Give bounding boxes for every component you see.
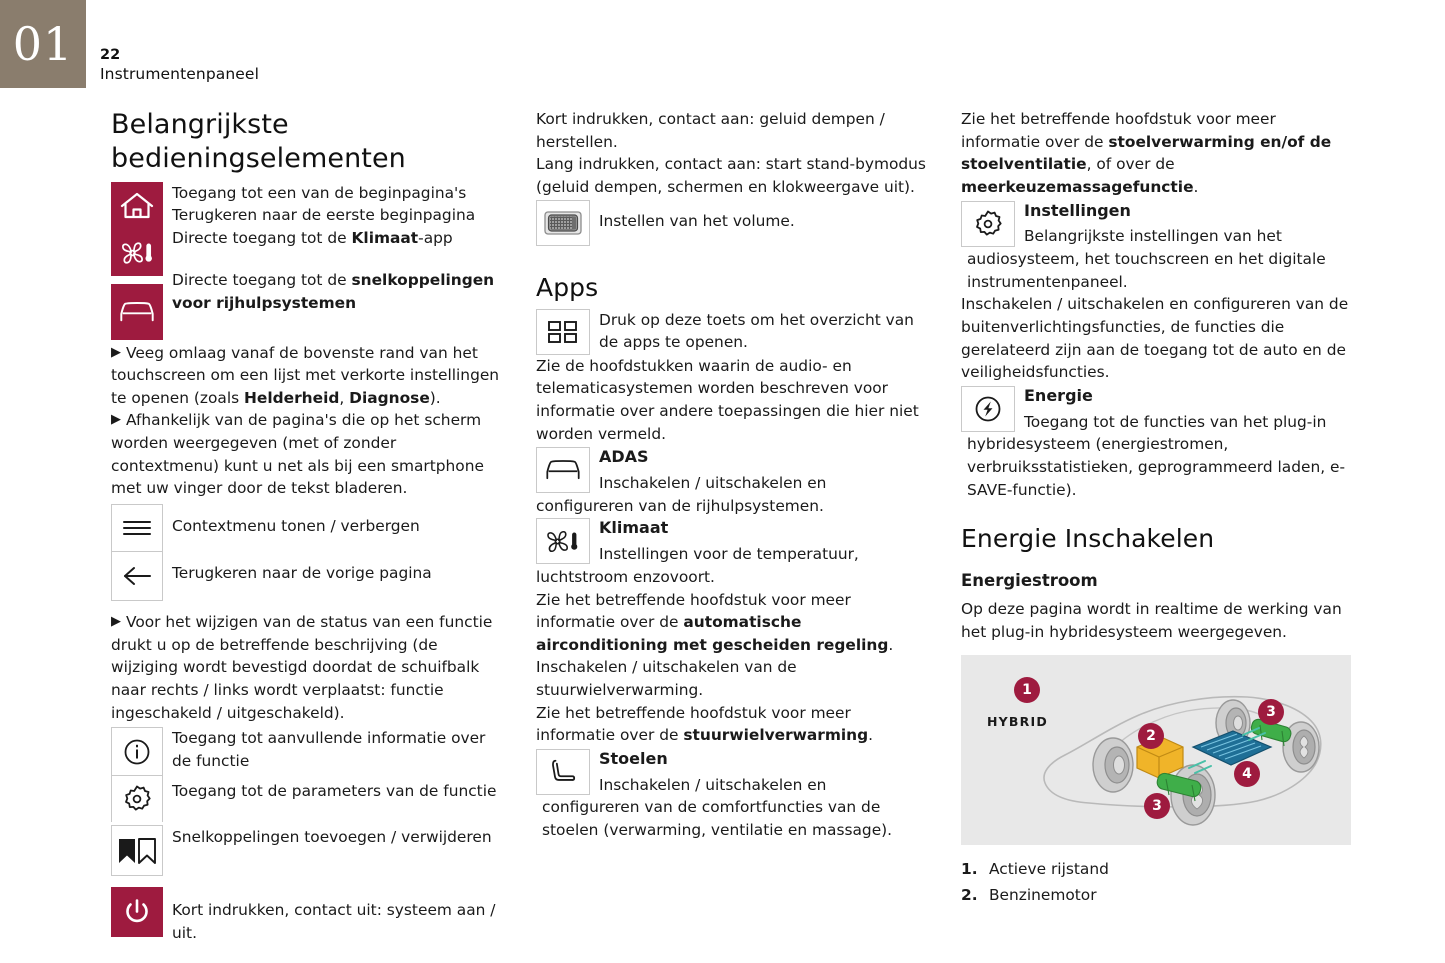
klimaat-icon-cell[interactable] [111, 230, 163, 276]
legend-item [961, 858, 1351, 881]
wheel-rear-left [1093, 738, 1133, 792]
stuurwiel-text: Inschakelen / uitschakelen van de stuurwielverwarming. [536, 658, 797, 700]
bullet-arrow-icon: ▶ [111, 613, 121, 629]
seat-icon [548, 758, 578, 786]
legend-number: 2. [961, 885, 978, 904]
energy-bolt-icon [973, 394, 1003, 424]
apps-label: Druk op deze toets om het overzicht van de apps te openen. [599, 310, 914, 352]
callout-3-front: 3 [1144, 793, 1170, 819]
bullet-arrow-icon: ▶ [111, 412, 121, 428]
stoelen-icon-cell[interactable] [536, 749, 590, 795]
home-label-1: Toegang tot een van de beginpagina's [172, 183, 467, 202]
bullet-arrow-icon: ▶ [111, 344, 121, 360]
energiestroom-text: Op deze pagina wordt in realtime de werking van het plug-in hybridesysteem weergegeven. [961, 599, 1342, 641]
stuurwiel-reference: Zie het betreffende hoofdstuk voor meer informatie over de stuurwielverwarming. [536, 703, 874, 745]
gear-label: Toegang tot de parameters van de functie [172, 782, 497, 801]
function-icon-stack [111, 727, 163, 876]
adas-text: Inschakelen / uitschakelen en configureren van de rijhulpsystemen. [536, 474, 827, 515]
adas-icon-cell[interactable] [536, 447, 590, 493]
callout-1: 1 [1014, 677, 1040, 703]
car-front-icon [118, 300, 156, 324]
page-number: 22 [100, 47, 121, 63]
column-2 [536, 108, 926, 842]
page-title: Belangrijkste bedieningselementen [111, 109, 406, 174]
hybrid-badge-label: HYBRID [987, 714, 1048, 730]
info-label: Toegang tot aanvullende informatie over de functie [172, 729, 486, 770]
bookmark-add-remove-icon [116, 837, 158, 865]
hamburger-menu-icon [121, 517, 153, 539]
instellingen-icon-cell[interactable] [961, 201, 1015, 247]
hybrid-powerflow-figure [961, 655, 1351, 845]
energie-text: Toegang tot de functies van het plug-in hybridesysteem (energiestromen, verbruiksstatistieken, geprogrammeerd laden, e-SAVE-functie). [967, 412, 1346, 499]
instellingen-block [961, 201, 1351, 294]
function-icons-block [111, 727, 501, 876]
bullet-swipe: ▶ Veeg omlaag vanaf de bovenste rand van het touchscreen om een lijst met verkorte instellingen te openen (zoals Helderheid, Diagnose). [111, 343, 500, 407]
column-1 [111, 108, 501, 944]
apps-grid-icon [546, 319, 580, 345]
chapter-number: 01 [12, 17, 74, 71]
figure-legend [961, 858, 1351, 906]
klimaat-label: Directe toegang tot de Klimaat-app [172, 228, 453, 247]
contextmenu-label: Contextmenu tonen / verbergen [172, 516, 420, 535]
stoelen-block [536, 749, 926, 842]
column-3 [961, 108, 1351, 909]
home-label-2: Terugkeren naar de eerste beginpagina [172, 206, 476, 225]
red-icon-stack [111, 182, 163, 340]
chapter-number-box [0, 0, 86, 88]
adas-title: ADAS [599, 447, 649, 467]
volume-row [536, 200, 926, 246]
power-label: Kort indrukken, contact uit: systeem aan / uit. [172, 901, 496, 942]
info-icon [122, 737, 152, 767]
callout-2: 2 [1138, 723, 1164, 749]
callout-4: 4 [1234, 761, 1260, 787]
bullet-scroll: ▶ Afhankelijk van de pagina's die op het scherm worden weergegeven (met of zonder contextmenu) kunt u net als bij een smartphone met uw vinger door de tekst bladeren. [111, 411, 484, 498]
menu-back-block [111, 504, 501, 601]
adas-shortcut-label: Directe toegang tot de snelkoppelingen voor rijhulpsystemen [172, 271, 495, 313]
energie-block [961, 386, 1351, 501]
adas-block [536, 447, 926, 517]
adas-icon-cell[interactable] [111, 284, 163, 340]
fan-thermometer-icon [119, 239, 155, 267]
section-name: Instrumentenpaneel [100, 65, 259, 84]
callout-3-rear: 3 [1258, 699, 1284, 725]
stoelen-text: Inschakelen / uitschakelen en configureren van de comfortfuncties van de stoelen (verwarming, ventilatie en massage). [542, 775, 893, 840]
volume-knob-icon-cell[interactable] [536, 200, 590, 246]
main-controls-text [172, 182, 501, 315]
bullet-status-change: ▶ Voor het wijzigen van de status van een functie drukt u op de betreffende beschrijving (de wijziging wordt bevestigd doordat de schuifbalk naar rechts / links wordt verplaatst: functie ingeschakeld / uitgeschakeld). [111, 612, 493, 722]
klimaat-title: Klimaat [599, 518, 669, 538]
volume-label: Instellen van het volume. [599, 211, 795, 230]
gear-icon [121, 783, 153, 815]
bookmark-icon-cell[interactable] [111, 825, 163, 876]
home-icon-cell[interactable] [111, 182, 163, 230]
home-icon [120, 192, 154, 220]
klimaat-icon-cell[interactable] [536, 518, 590, 564]
mute-text-2: Lang indrukken, contact aan: start stand-bymodus (geluid dempen, schermen en klokweergave uit). [536, 155, 926, 196]
energiestroom-subtitle: Energiestroom [961, 571, 1098, 591]
energie-icon-cell[interactable] [961, 386, 1015, 432]
bookmark-label: Snelkoppelingen toevoegen / verwijderen [172, 828, 492, 847]
legend-label: Benzinemotor [989, 885, 1097, 904]
menu-back-text [172, 504, 501, 584]
mute-text-1: Kort indrukken, contact aan: geluid dempen / herstellen. [536, 110, 885, 151]
back-label: Terugkeren naar de vorige pagina [172, 563, 432, 582]
power-row [111, 887, 501, 944]
instellingen-text-2: Inschakelen / uitschakelen en configureren van de buitenverlichtingsfuncties, de functies die gerelateerd zijn aan de toegang tot de auto en de veiligheidsfuncties. [961, 295, 1349, 382]
instellingen-title: Instellingen [1024, 200, 1131, 220]
gear-icon [972, 208, 1004, 240]
info-icon-cell[interactable] [111, 727, 163, 775]
apps-grid-icon-cell[interactable] [536, 309, 590, 355]
function-icons-text [172, 727, 501, 849]
menu-back-icon-stack [111, 504, 163, 601]
energie-title: Energie [1024, 385, 1093, 405]
gear-icon-cell[interactable] [111, 775, 163, 822]
stoel-reference: Zie het betreffende hoofdstuk voor meer informatie over de stoelverwarming en/of de stoelventilatie, of over de meerkeuzemassagefunctie. [961, 110, 1332, 196]
power-icon-cell[interactable] [111, 887, 163, 937]
volume-knob-icon [543, 209, 583, 237]
klimaat-reference: Zie het betreffende hoofdstuk voor meer informatie over de automatische airconditioning met gescheiden regeling. [536, 590, 894, 654]
klimaat-text: Instellingen voor de temperatuur, luchtstroom enzovoort. [536, 545, 859, 586]
apps-row [536, 309, 926, 355]
hamburger-icon-cell[interactable] [111, 504, 163, 551]
legend-number: 1. [961, 860, 978, 879]
stoelen-title: Stoelen [599, 749, 668, 769]
fan-thermometer-icon [545, 528, 581, 555]
main-controls-block [111, 182, 501, 340]
apps-title: Apps [536, 272, 599, 302]
klimaat-block [536, 518, 926, 588]
apps-note: Zie de hoofdstukken waarin de audio- en telematicasystemen worden beschreven voor informatie over andere toepassingen die hier niet worden vermeld. [536, 356, 919, 443]
page-columns [0, 108, 1445, 963]
arrow-left-icon [121, 565, 153, 587]
legend-item [961, 884, 1351, 907]
instellingen-text: Belangrijkste instellingen van het audiosysteem, het touchscreen en het digitale instrumentenpaneel. [967, 227, 1326, 291]
power-icon [122, 897, 152, 927]
energie-section-title: Energie Inschakelen [961, 524, 1215, 554]
legend-label: Actieve rijstand [989, 860, 1109, 879]
back-arrow-icon-cell[interactable] [111, 551, 163, 601]
car-front-icon [544, 458, 582, 482]
page-header [100, 46, 259, 84]
